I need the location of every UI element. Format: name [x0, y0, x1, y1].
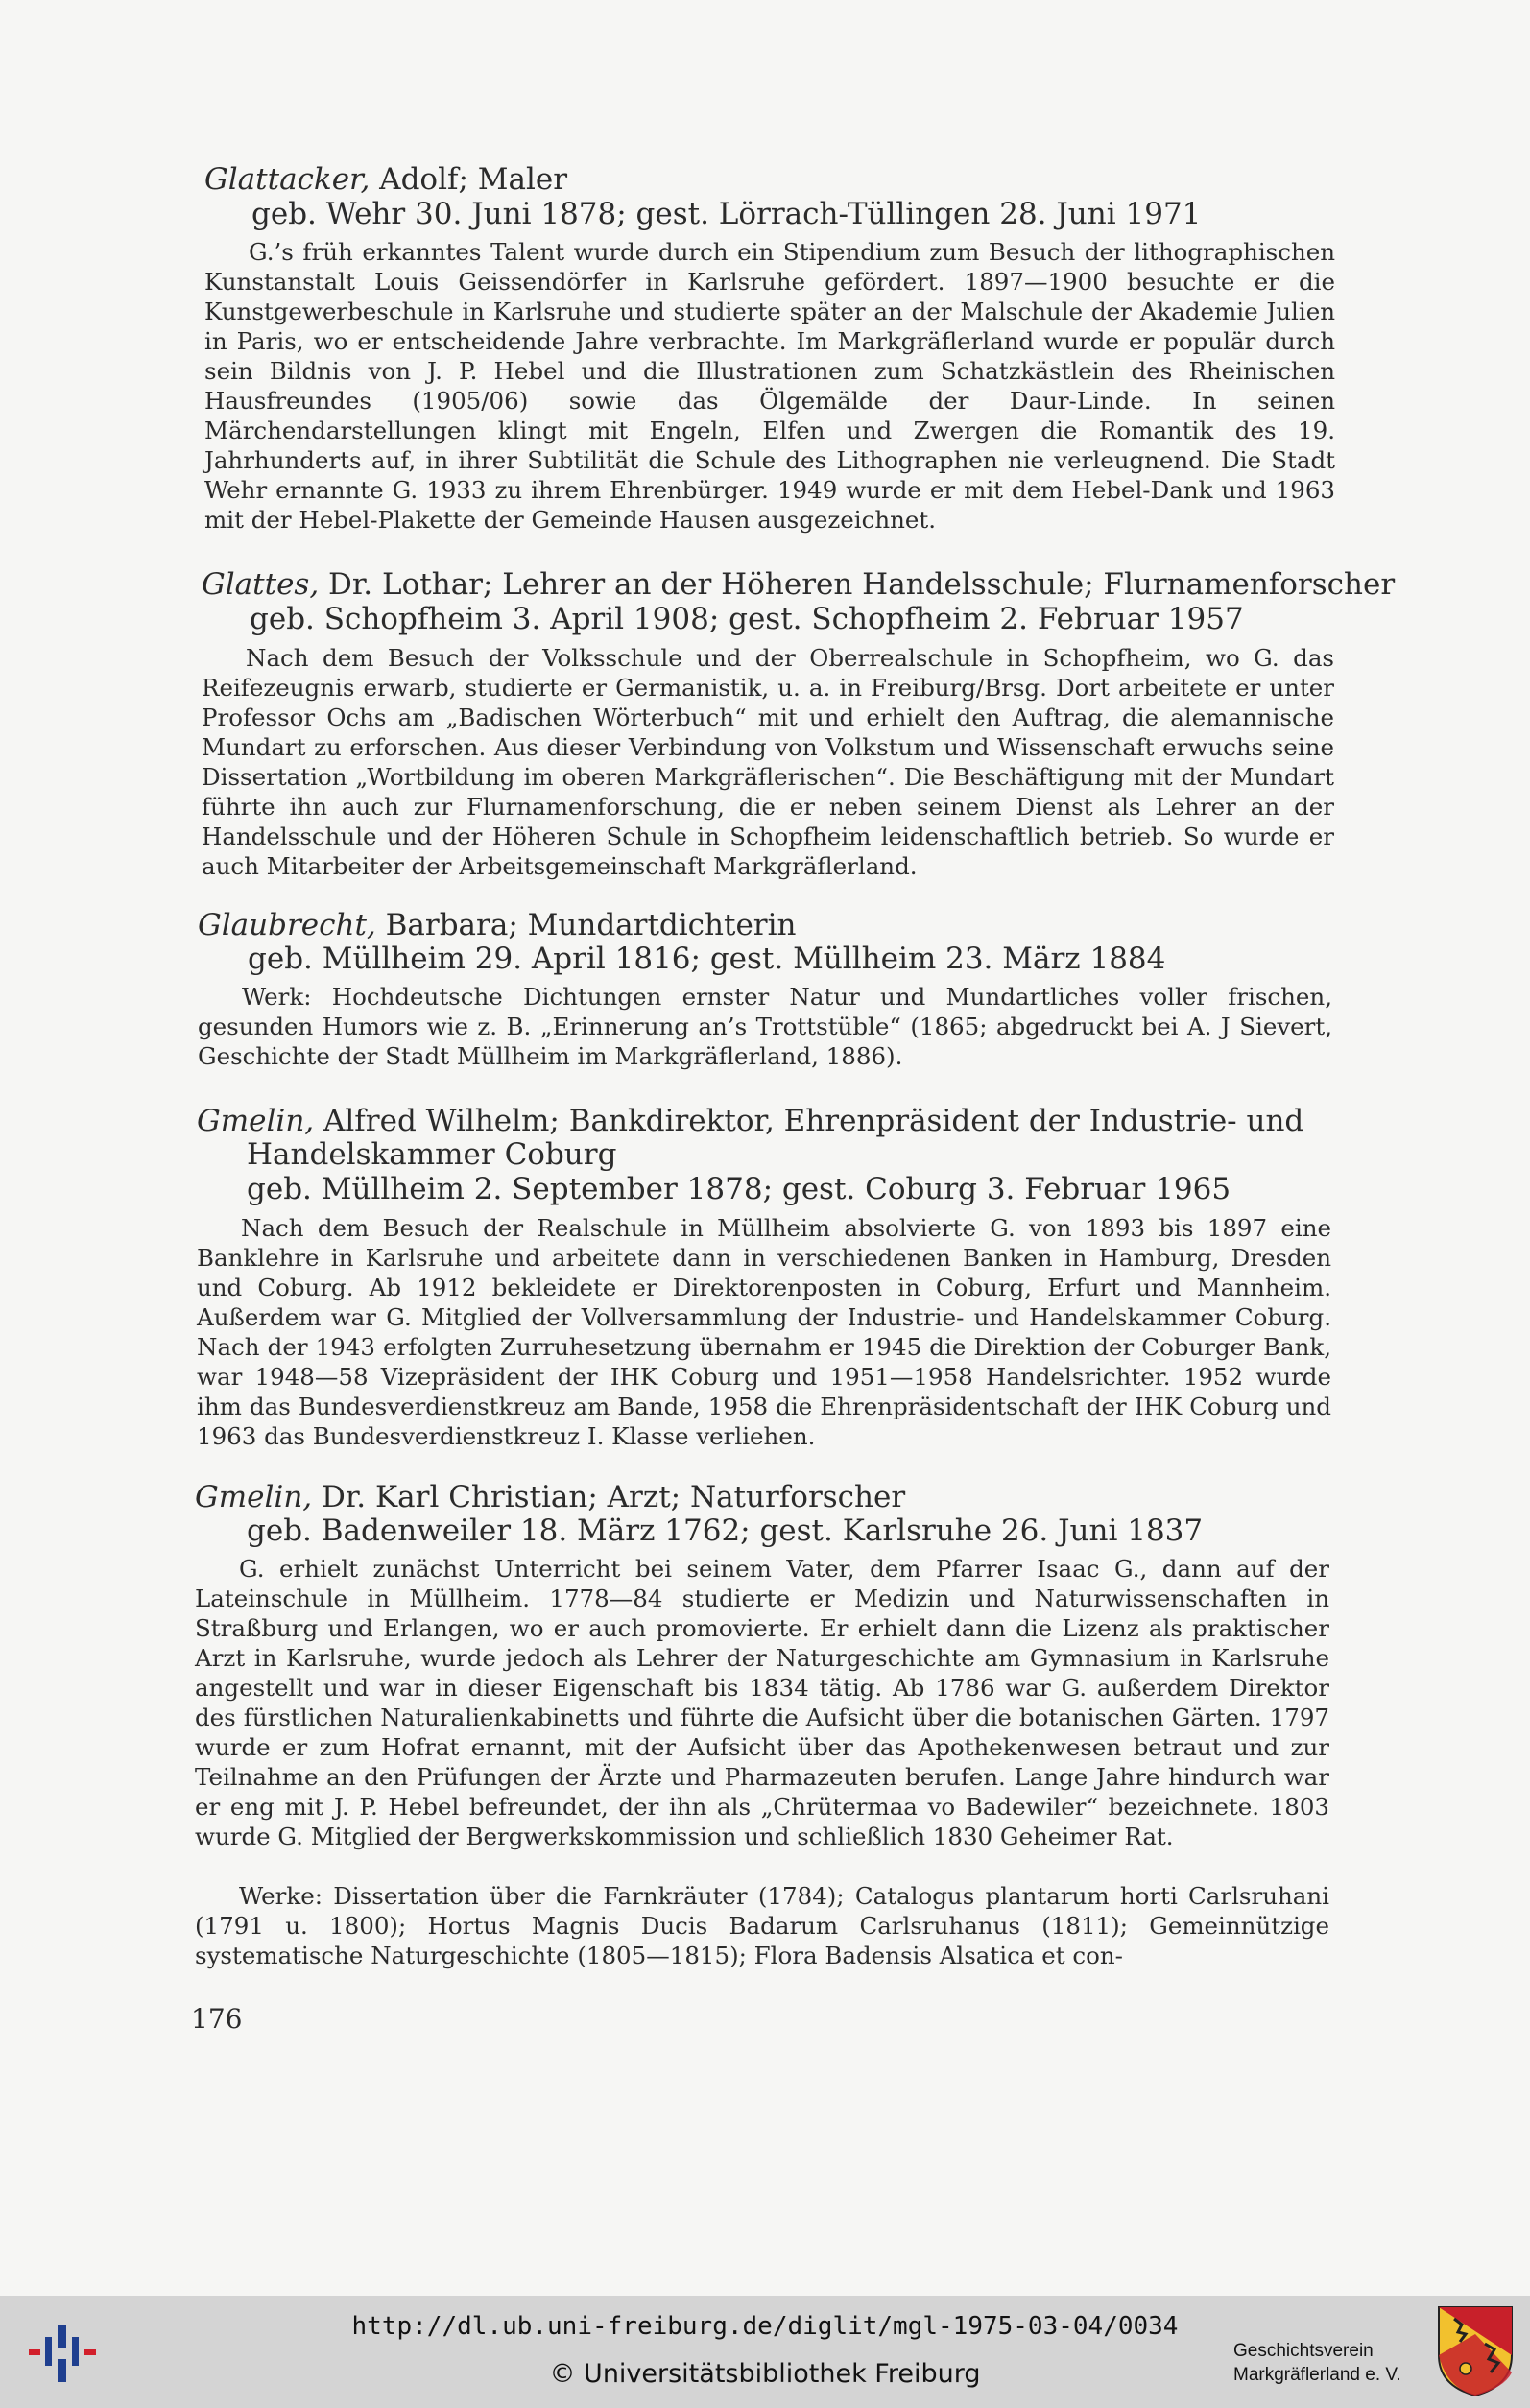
entry-heading — [202, 567, 1395, 602]
entry-birth-death: geb. Müllheim 29. April 1816; gest. Müllheim 23. März 1884 — [248, 942, 1166, 976]
entry-heading-rest: Adolf; Maler — [370, 162, 568, 197]
coat-of-arms-icon[interactable] — [1437, 2305, 1514, 2397]
entry-heading-rest: Dr. Lothar; Lehrer an der Höheren Handelsschule; Flurnamenforscher — [319, 567, 1396, 602]
entry-paragraph: G. erhielt zunächst Unterricht bei seinem Vater, dem Pfarrer Isaac G., dann auf der Lateinschule in Müllheim. 1778—84 studierte er Medizin und Naturwissenschaften in Straßburg und Erlangen, wo er auch promovierte. Er erhielt dann die Lizenz als praktischer Arzt in Karlsruhe, wurde jedoch als Lehrer der Naturgeschichte am Gymnasium in Karlsruhe angestellt und war in dieser Eigenschaft bis 1834 tätig. Ab 1786 war G. außerdem Direktor des fürstlichen Naturalienkabinetts und führte die Aufsicht über die botanischen Gärten. 1797 wurde er zum Hofrat ernannt, mit der Aufsicht über das Apothekenwesen betraut und zur Teilnahme an den Prüfungen der Ärzte und Pharmazeuten berufen. Lange Jahre hindurch war er eng mit J. P. Hebel befreundet, der ihn als „Chrütermaa vo Badewiler“ bezeichnete. 1803 wurde G. Mitglied der Bergwerkskommission und schließlich 1830 Geheimer Rat. — [195, 1555, 1329, 1850]
entry-paragraph: Werk: Hochdeutsche Dichtungen ernster Natur und Mundartliches voller frischen, gesunden Humors wie z. B. „Erinnerung an’s Trottstüble“ (1865; abgedruckt bei A. J Sievert, Geschichte der Stadt Müllheim im Markgräflerland, 1886). — [198, 983, 1332, 1070]
entry-surname: Gmelin, — [197, 1104, 315, 1138]
entry-birth-death: geb. Schopfheim 3. April 1908; gest. Schopfheim 2. Februar 1957 — [250, 602, 1244, 636]
footer-copyright: © Universitätsbibliothek Freiburg — [549, 2359, 981, 2389]
entry-heading — [198, 908, 797, 942]
entry-surname: Glaubrecht, — [198, 908, 376, 942]
entry-heading-rest: Barbara; Mundartdichterin — [375, 908, 797, 942]
footer-society-name — [1233, 2339, 1425, 2387]
entry-heading-continuation: Handelskammer Coburg — [247, 1137, 617, 1172]
entry-surname: Glattes, — [202, 567, 320, 602]
page-number: 176 — [191, 2003, 243, 2035]
society-line-2: Markgräflerland e. V. — [1233, 2365, 1401, 2385]
entry-heading — [204, 162, 567, 197]
entry-paragraph: Werke: Dissertation über die Farnkräuter (1784); Catalogus plantarum horti Carlsruhani (1791 u. 1800); Hortus Magnis Ducis Badarum Carlsruhanus (1811); Gemeinnützige systematische Naturgeschichte (1805—1815); Flora Badensis Alsatica et con- — [195, 1882, 1329, 1969]
entry-birth-death: geb. Müllheim 2. September 1878; gest. Coburg 3. Februar 1965 — [247, 1172, 1231, 1206]
entry-surname: Gmelin, — [195, 1480, 313, 1514]
entry-surname: Glattacker, — [204, 162, 371, 197]
entry-birth-death: geb. Wehr 30. Juni 1878; gest. Lörrach-Tüllingen 28. Juni 1971 — [251, 197, 1202, 231]
entry-heading-rest: Dr. Karl Christian; Arzt; Naturforscher — [312, 1480, 906, 1514]
entry-paragraph: Nach dem Besuch der Volksschule und der Oberrealschule in Schopfheim, wo G. das Reifezeugnis erwarb, studierte er Germanistik, u. a. in Freiburg/Brsg. Dort arbeitete er unter Professor Ochs am „Badischen Wörterbuch“ mit und erhielt den Auftrag, die alemannische Mundart zu erforschen. Aus dieser Verbindung von Volkstum und Wissenschaft erwuchs seine Dissertation „Wortbildung im oberen Markgräflerischen“. Die Beschäftigung mit der Mundart führte ihn auch zur Flurnamenforschung, die er neben seinem Dienst als Lehrer an der Handelsschule und der Höheren Schule in Schopfheim leidenschaftlich betrieb. So wurde er auch Mitarbeiter der Arbeitsgemeinschaft Markgräflerland. — [202, 644, 1334, 880]
entry-paragraph: Nach dem Besuch der Realschule in Müllheim absolvierte G. von 1893 bis 1897 eine Banklehre in Karlsruhe und arbeitete dann in verschiedenen Banken in Hamburg, Dresden und Coburg. Ab 1912 bekleidete er Direktorenposten in Coburg, Erfurt und Mannheim. Außerdem war G. Mitglied der Vollversammlung der Industrie- und Handelskammer Coburg. Nach der 1943 erfolgten Zurruhesetzung übernahm er 1945 die Direktion der Coburger Bank, war 1948—58 Vizepräsident der IHK Coburg und 1951—1958 Handelsrichter. 1952 wurde ihm das Bundesverdienstkreuz am Bande, 1958 die Ehrenpräsidentschaft der IHK Coburg und 1963 das Bundesverdienstkreuz I. Klasse verliehen. — [197, 1214, 1331, 1450]
footer-bar — [0, 2296, 1530, 2408]
society-line-1: Geschichtsverein — [1233, 2341, 1374, 2361]
entry-birth-death: geb. Badenweiler 18. März 1762; gest. Karlsruhe 26. Juni 1837 — [247, 1514, 1204, 1548]
entry-heading-rest: Alfred Wilhelm; Bankdirektor, Ehrenpräsident der Industrie- und — [314, 1104, 1304, 1138]
entry-paragraph: G.’s früh erkanntes Talent wurde durch ein Stipendium zum Besuch der lithographischen Kunstanstalt Louis Geissendörfer in Karlsruhe gefördert. 1897—1900 besuchte er die Kunstgewerbeschule in Karlsruhe und studierte später an der Malschule der Akademie Julien in Paris, wo er entscheidende Jahre verbrachte. Im Markgräflerland wurde er populär durch sein Bildnis von J. P. Hebel und die Illustrationen zum Schatzkästlein des Rheinischen Hausfreundes (1905/06) sowie das Ölgemälde der Daur-Linde. In seinen Märchendarstellungen klingt mit Engeln, Elfen und Zwergen die Romantik des 19. Jahrhunderts auf, in ihrer Subtilität die Schule des Lithographen nie verleugnend. Die Stadt Wehr ernannte G. 1933 zu ihrem Ehrenbürger. 1949 wurde er mit dem Hebel-Dank und 1963 mit der Hebel-Plakette der Gemeinde Hausen ausgezeichnet. — [204, 238, 1335, 534]
entry-heading — [195, 1480, 905, 1514]
footer-url-link[interactable]: http://dl.ub.uni-freiburg.de/diglit/mgl-1975-03-04/0034 — [351, 2312, 1179, 2341]
entry-heading — [197, 1104, 1303, 1138]
